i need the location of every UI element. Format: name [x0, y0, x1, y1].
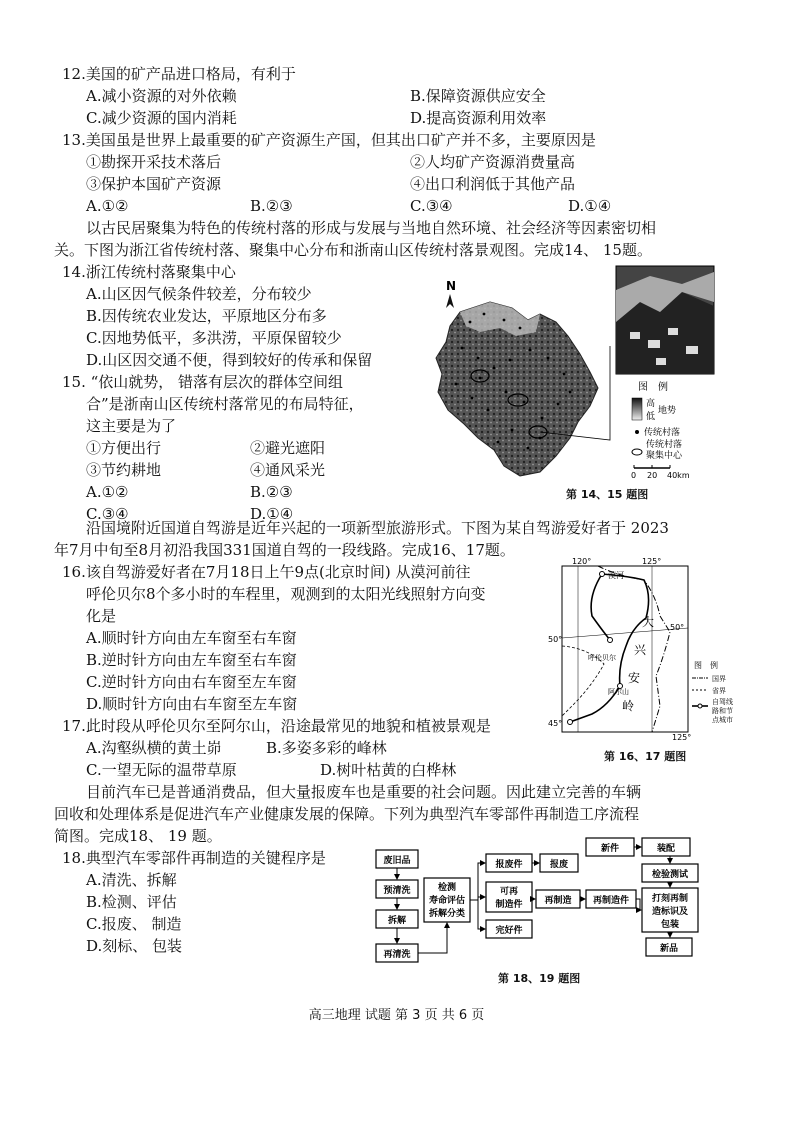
svg-text:造标识及: 造标识及 [651, 907, 689, 917]
svg-text:寿命评估: 寿命评估 [428, 896, 466, 906]
q13-statement-2: ②人均矿产资源消费量高 [410, 153, 576, 171]
svg-text:路和节: 路和节 [712, 707, 733, 715]
q15-option-b: B.②③ [250, 483, 293, 501]
svg-text:省界: 省界 [712, 687, 726, 695]
q17-option-d: D.树叶枯黄的白桦林 [320, 761, 457, 779]
q12-option-b: B.保障资源供应安全 [410, 87, 546, 105]
q18-option-c: C.报废、 制造 [86, 915, 182, 933]
q15-stem-1: 15. “依山就势， 错落有层次的群体空间组 [62, 373, 344, 391]
q13-statement-4: ④出口利润低于其他产品 [410, 175, 576, 193]
svg-text:传统村落: 传统村落 [646, 440, 683, 450]
intro14-line1: 以古民居聚集为特色的传统村落的形成与发展与当地自然环境、社会经济等因素密切相 [86, 219, 657, 237]
q17-option-c: C.一望无际的温带草原 [86, 761, 237, 779]
svg-text:漠河: 漠河 [608, 571, 624, 580]
q17-option-b: B.多姿多彩的峰林 [266, 739, 387, 757]
route-map-legend [692, 660, 733, 724]
q17-stem: 17.此时段从呼伦贝尔至阿尔山，沿途最常见的地貌和植被景观是 [62, 717, 491, 735]
q13-option-c: C.③④ [410, 197, 453, 215]
q13-option-d: D.①④ [568, 197, 612, 215]
svg-text:拆解分类: 拆解分类 [428, 909, 466, 919]
svg-text:自驾线: 自驾线 [712, 698, 733, 706]
q18-option-d: D.刻标、 包装 [86, 937, 183, 955]
figure-14-15-caption: 第 14、15 题图 [566, 488, 649, 501]
svg-text:完好件: 完好件 [495, 926, 523, 936]
svg-text:阿尔山: 阿尔山 [608, 688, 629, 696]
svg-text:图 例: 图 例 [638, 382, 668, 393]
q16-option-c: C.逆时针方向由右车窗至左车窗 [86, 673, 297, 691]
q13-statement-3: ③保护本国矿产资源 [86, 175, 222, 193]
svg-text:45°: 45° [548, 719, 563, 728]
q15-option-a: A.①② [86, 483, 129, 501]
q15-stem-3: 这主要是为了 [86, 417, 177, 435]
q15-stem-2: 合”是浙南山区传统村落常见的布局特征， [86, 395, 364, 413]
svg-text:N: N [446, 279, 457, 293]
svg-text:呼伦贝尔: 呼伦贝尔 [588, 654, 616, 662]
q12-stem: 12.美国的矿产品进口格局，有利于 [62, 65, 296, 83]
svg-text:国界: 国界 [712, 675, 726, 683]
svg-text:高: 高 [646, 399, 656, 409]
q16-stem-3: 化是 [86, 607, 117, 625]
q16-option-a: A.顺时针方向由左车窗至右车窗 [86, 629, 297, 647]
svg-text:20: 20 [647, 471, 658, 480]
intro18-line1: 目前汽车已是普通消费品，但大量报废车也是重要的社会问题。因此建立完善的车辆 [86, 783, 642, 801]
svg-text:安: 安 [628, 671, 641, 685]
q16-stem-1: 16.该自驾游爱好者在7月18日上午9点(北京时间) 从漠河前往 [62, 563, 471, 581]
svg-text:聚集中心: 聚集中心 [646, 451, 683, 461]
svg-text:打刻再制: 打刻再制 [651, 894, 689, 904]
q12-option-c: C.减少资源的国内消耗 [86, 109, 237, 127]
intro16-line1: 沿国境附近国道自驾游是近年兴起的一项新型旅游形式。下图为某自驾游爱好者于 2023 [86, 519, 669, 537]
svg-text:报废: 报废 [549, 860, 569, 870]
q15-statement-4: ④通风采光 [250, 461, 326, 479]
svg-text:再清洗: 再清洗 [383, 950, 411, 960]
svg-text:包装: 包装 [660, 920, 680, 930]
q16-stem-2: 呼伦贝尔8个多小时的车程里，观测到的太阳光线照射方向变 [86, 585, 486, 603]
figure-18-19-caption: 第 18、19 题图 [498, 972, 581, 985]
route-331-map [548, 556, 744, 742]
zhejiang-village-map [420, 262, 720, 480]
q14-stem: 14.浙江传统村落聚集中心 [62, 263, 236, 281]
svg-text:125°: 125° [642, 557, 662, 566]
svg-text:地势: 地势 [658, 406, 677, 416]
svg-text:检验测试: 检验测试 [651, 870, 689, 880]
q12-option-a: A.减小资源的对外依赖 [86, 87, 237, 105]
svg-text:125°: 125° [672, 733, 692, 742]
q18-stem: 18.典型汽车零部件再制造的关键程序是 [62, 849, 326, 867]
figure-16-17-caption: 第 16、17 题图 [604, 750, 687, 763]
svg-text:可再: 可再 [499, 887, 519, 897]
q14-option-c: C.因地势低平，多洪涝，平原保留较少 [86, 329, 342, 347]
svg-text:兴: 兴 [634, 643, 647, 657]
q13-statement-1: ①勘探开采技术落后 [86, 153, 222, 171]
q15-statement-2: ②避光遮阳 [250, 439, 326, 457]
page-footer: 高三地理 试题 第 3 页 共 6 页 [308, 1008, 485, 1023]
q14-option-b: B.因传统农业发达，平原地区分布多 [86, 307, 327, 325]
q16-option-d: D.顺时针方向由右车窗至左车窗 [86, 695, 298, 713]
svg-text:50°: 50° [548, 635, 563, 644]
svg-text:0: 0 [631, 471, 637, 480]
svg-text:再制造: 再制造 [544, 896, 572, 906]
svg-text:点城市: 点城市 [712, 716, 733, 724]
svg-text:40km: 40km [667, 471, 690, 480]
svg-text:预清洗: 预清洗 [383, 886, 411, 896]
q15-option-d: D.①④ [250, 505, 294, 523]
intro18-line2: 回收和处理体系是促进汽车产业健康发展的保障。下列为典型汽车零部件再制造工序流程 [54, 805, 640, 823]
svg-text:低: 低 [646, 412, 656, 422]
q18-option-a: A.清洗、拆解 [86, 871, 177, 889]
q14-option-a: A.山区因气候条件较差，分布较少 [86, 285, 312, 303]
q12-option-d: D.提高资源利用效率 [410, 109, 547, 127]
svg-text:检测: 检测 [437, 883, 457, 893]
village-landscape-photo [616, 266, 714, 374]
svg-text:岭: 岭 [622, 699, 635, 713]
svg-text:装配: 装配 [656, 844, 676, 854]
svg-text:制造件: 制造件 [495, 900, 523, 910]
svg-text:新品: 新品 [659, 944, 679, 954]
svg-text:50°: 50° [670, 623, 685, 632]
q13-option-a: A.①② [86, 197, 129, 215]
remanufacture-flowchart [372, 832, 714, 968]
map-legend [631, 380, 690, 480]
svg-text:120°: 120° [572, 557, 592, 566]
svg-text:新件: 新件 [600, 844, 620, 854]
north-arrow-icon [446, 279, 456, 308]
svg-text:大: 大 [642, 615, 655, 629]
q18-option-b: B.检测、评估 [86, 893, 177, 911]
intro18-line3: 简图。完成18、 19 题。 [54, 827, 222, 845]
q17-option-a: A.沟壑纵横的黄土峁 [86, 739, 222, 757]
svg-text:废旧品: 废旧品 [383, 856, 411, 866]
svg-text:图 例: 图 例 [694, 661, 718, 670]
q16-option-b: B.逆时针方向由左车窗至右车窗 [86, 651, 297, 669]
svg-text:报废件: 报废件 [495, 860, 523, 870]
q15-statement-3: ③节约耕地 [86, 461, 162, 479]
svg-text:传统村落: 传统村落 [644, 428, 681, 438]
q13-stem: 13.美国虽是世界上最重要的矿产资源生产国，但其出口矿产并不多，主要原因是 [62, 131, 596, 149]
svg-text:拆解: 拆解 [387, 916, 407, 926]
intro16-line2: 年7月中旬至8月初沿我国331国道自驾的一段线路。完成16、17题。 [54, 541, 515, 559]
svg-text:再制造件: 再制造件 [592, 896, 630, 906]
q15-option-c: C.③④ [86, 505, 129, 523]
q14-option-d: D.山区因交通不便，得到较好的传承和保留 [86, 351, 373, 369]
q15-statement-1: ①方便出行 [86, 439, 162, 457]
q13-option-b: B.②③ [250, 197, 293, 215]
intro14-line2: 关。下图为浙江省传统村落、聚集中心分布和浙南山区传统村落景观图。完成14、 15题。 [54, 241, 652, 259]
